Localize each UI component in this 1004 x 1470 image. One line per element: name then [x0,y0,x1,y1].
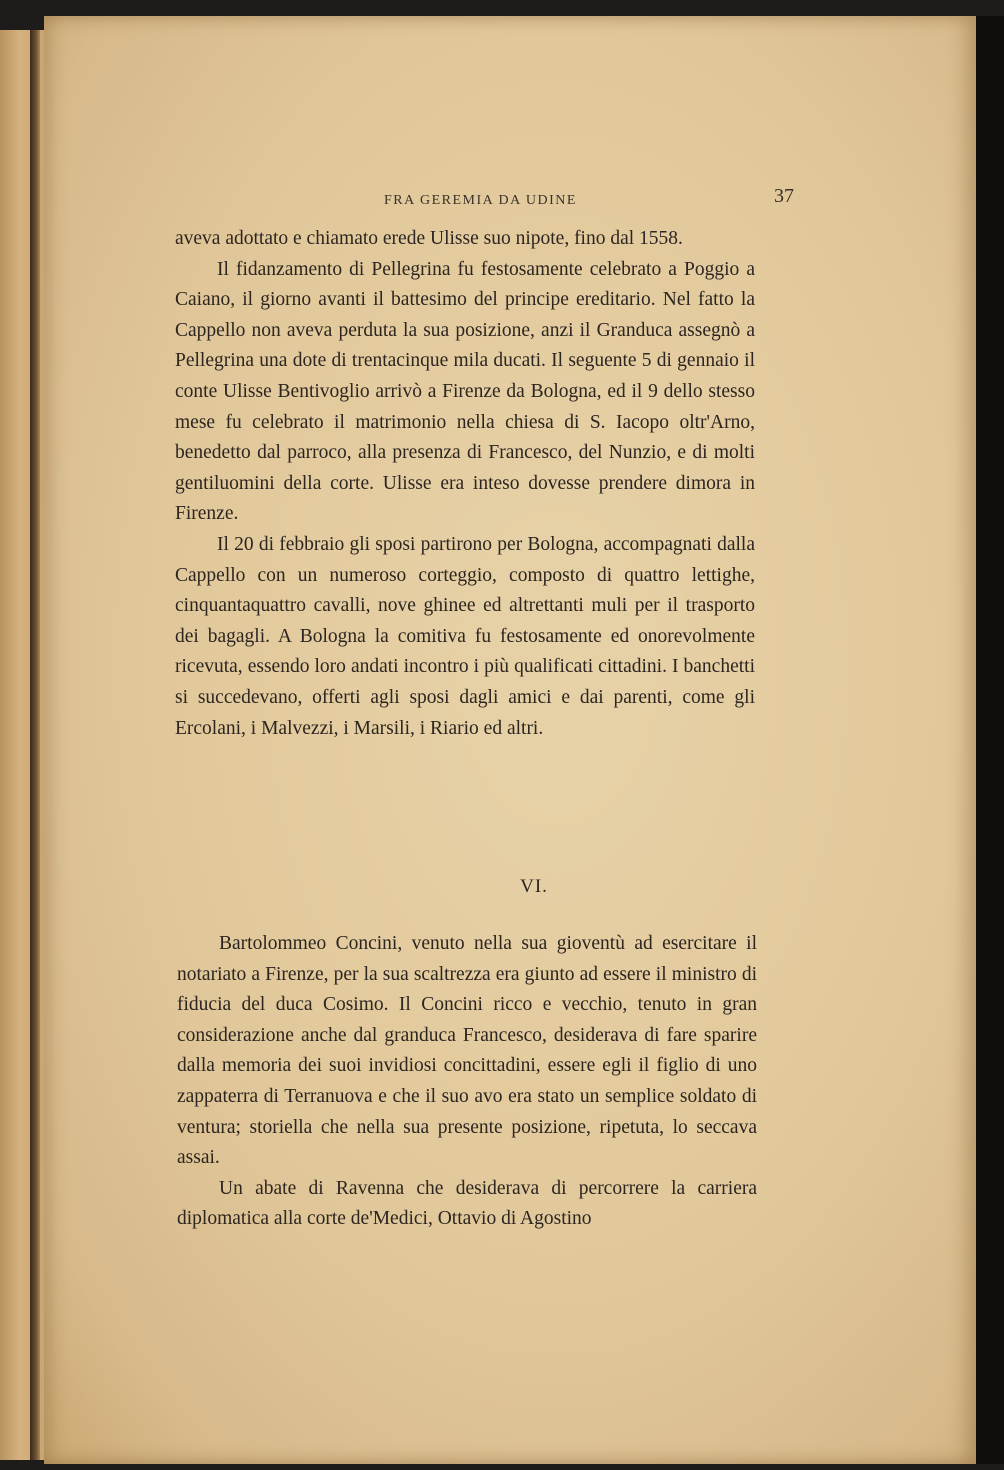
book-gutter [30,30,40,1460]
text-block-bottom [177,929,757,1235]
paragraph: aveva adottato e chiamato erede Ulisse suo nipote, fino dal 1558. [175,228,683,249]
paragraph: Il 20 di febbraio gli sposi partirono per Bologna, accompagnati dalla Cappello con un numeroso corteggio, composto di quattro lettighe, cinquantaquattro cavalli, nove ghinee ed altrettanti muli per il trasporto dei bagagli. A Bologna la comitiva fu festosamente ed onorevolmente ricevuta, essendo loro andati incontro i più qualificati cittadini. I banchetti si succedevano, offerti agli sposi dagli amici e dai parenti, come gli Ercolani, i Malvezzi, i Marsili, i Riario ed altri. [175,533,755,739]
paragraph: Il fidanzamento di Pellegrina fu festosamente celebrato a Poggio a Caiano, il giorno avanti il battesimo del principe ereditario. Nel fatto la Cappello non aveva perduta la sua posizione, anzi il Granduca assegnò a Pellegrina una dote di trentacinque mila ducati. Il seguente 5 di gennaio il conte Ulisse Bentivoglio arrivò a Firenze da Bologna, ed il 9 dello stesso mese fu celebrato il matrimonio nella chiesa di S. Iacopo oltr'Arno, benedetto dal parroco, alla presenza di Francesco, del Nunzio, e di molti gentiluomini della corte. Ulisse era inteso dovesse prendere dimora in Firenze. [175,258,755,525]
text-block-top [175,224,755,744]
page-number: 37 [774,185,794,207]
paragraph: Bartolommeo Concini, venuto nella sua gioventù ad esercitare il notariato a Firenze, per la sua scaltrezza era giunto ad essere il ministro di fiducia del duca Cosimo. Il Concini ricco e vecchio, tenuto in gran considerazione anche dal granduca Francesco, desiderava di fare sparire dalla memoria dei suoi invidiosi concittadini, essere egli il figlio di uno zappaterra di Terranuova e che il suo avo era stato un semplice soldato di ventura; storiella che nella sua presente posizione, ripetuta, lo seccava assai. [177,933,757,1169]
section-heading-label: VI. [520,876,548,897]
section-heading [44,876,976,898]
book-page [44,16,976,1464]
running-head: FRA GEREMIA DA UDINE [384,193,577,208]
scan-background [976,16,1004,1464]
paragraph: Un abate di Ravenna che desiderava di percorrere la carriera diplomatica alla corte de'Medici, Ottavio di Agostino [177,1177,757,1230]
